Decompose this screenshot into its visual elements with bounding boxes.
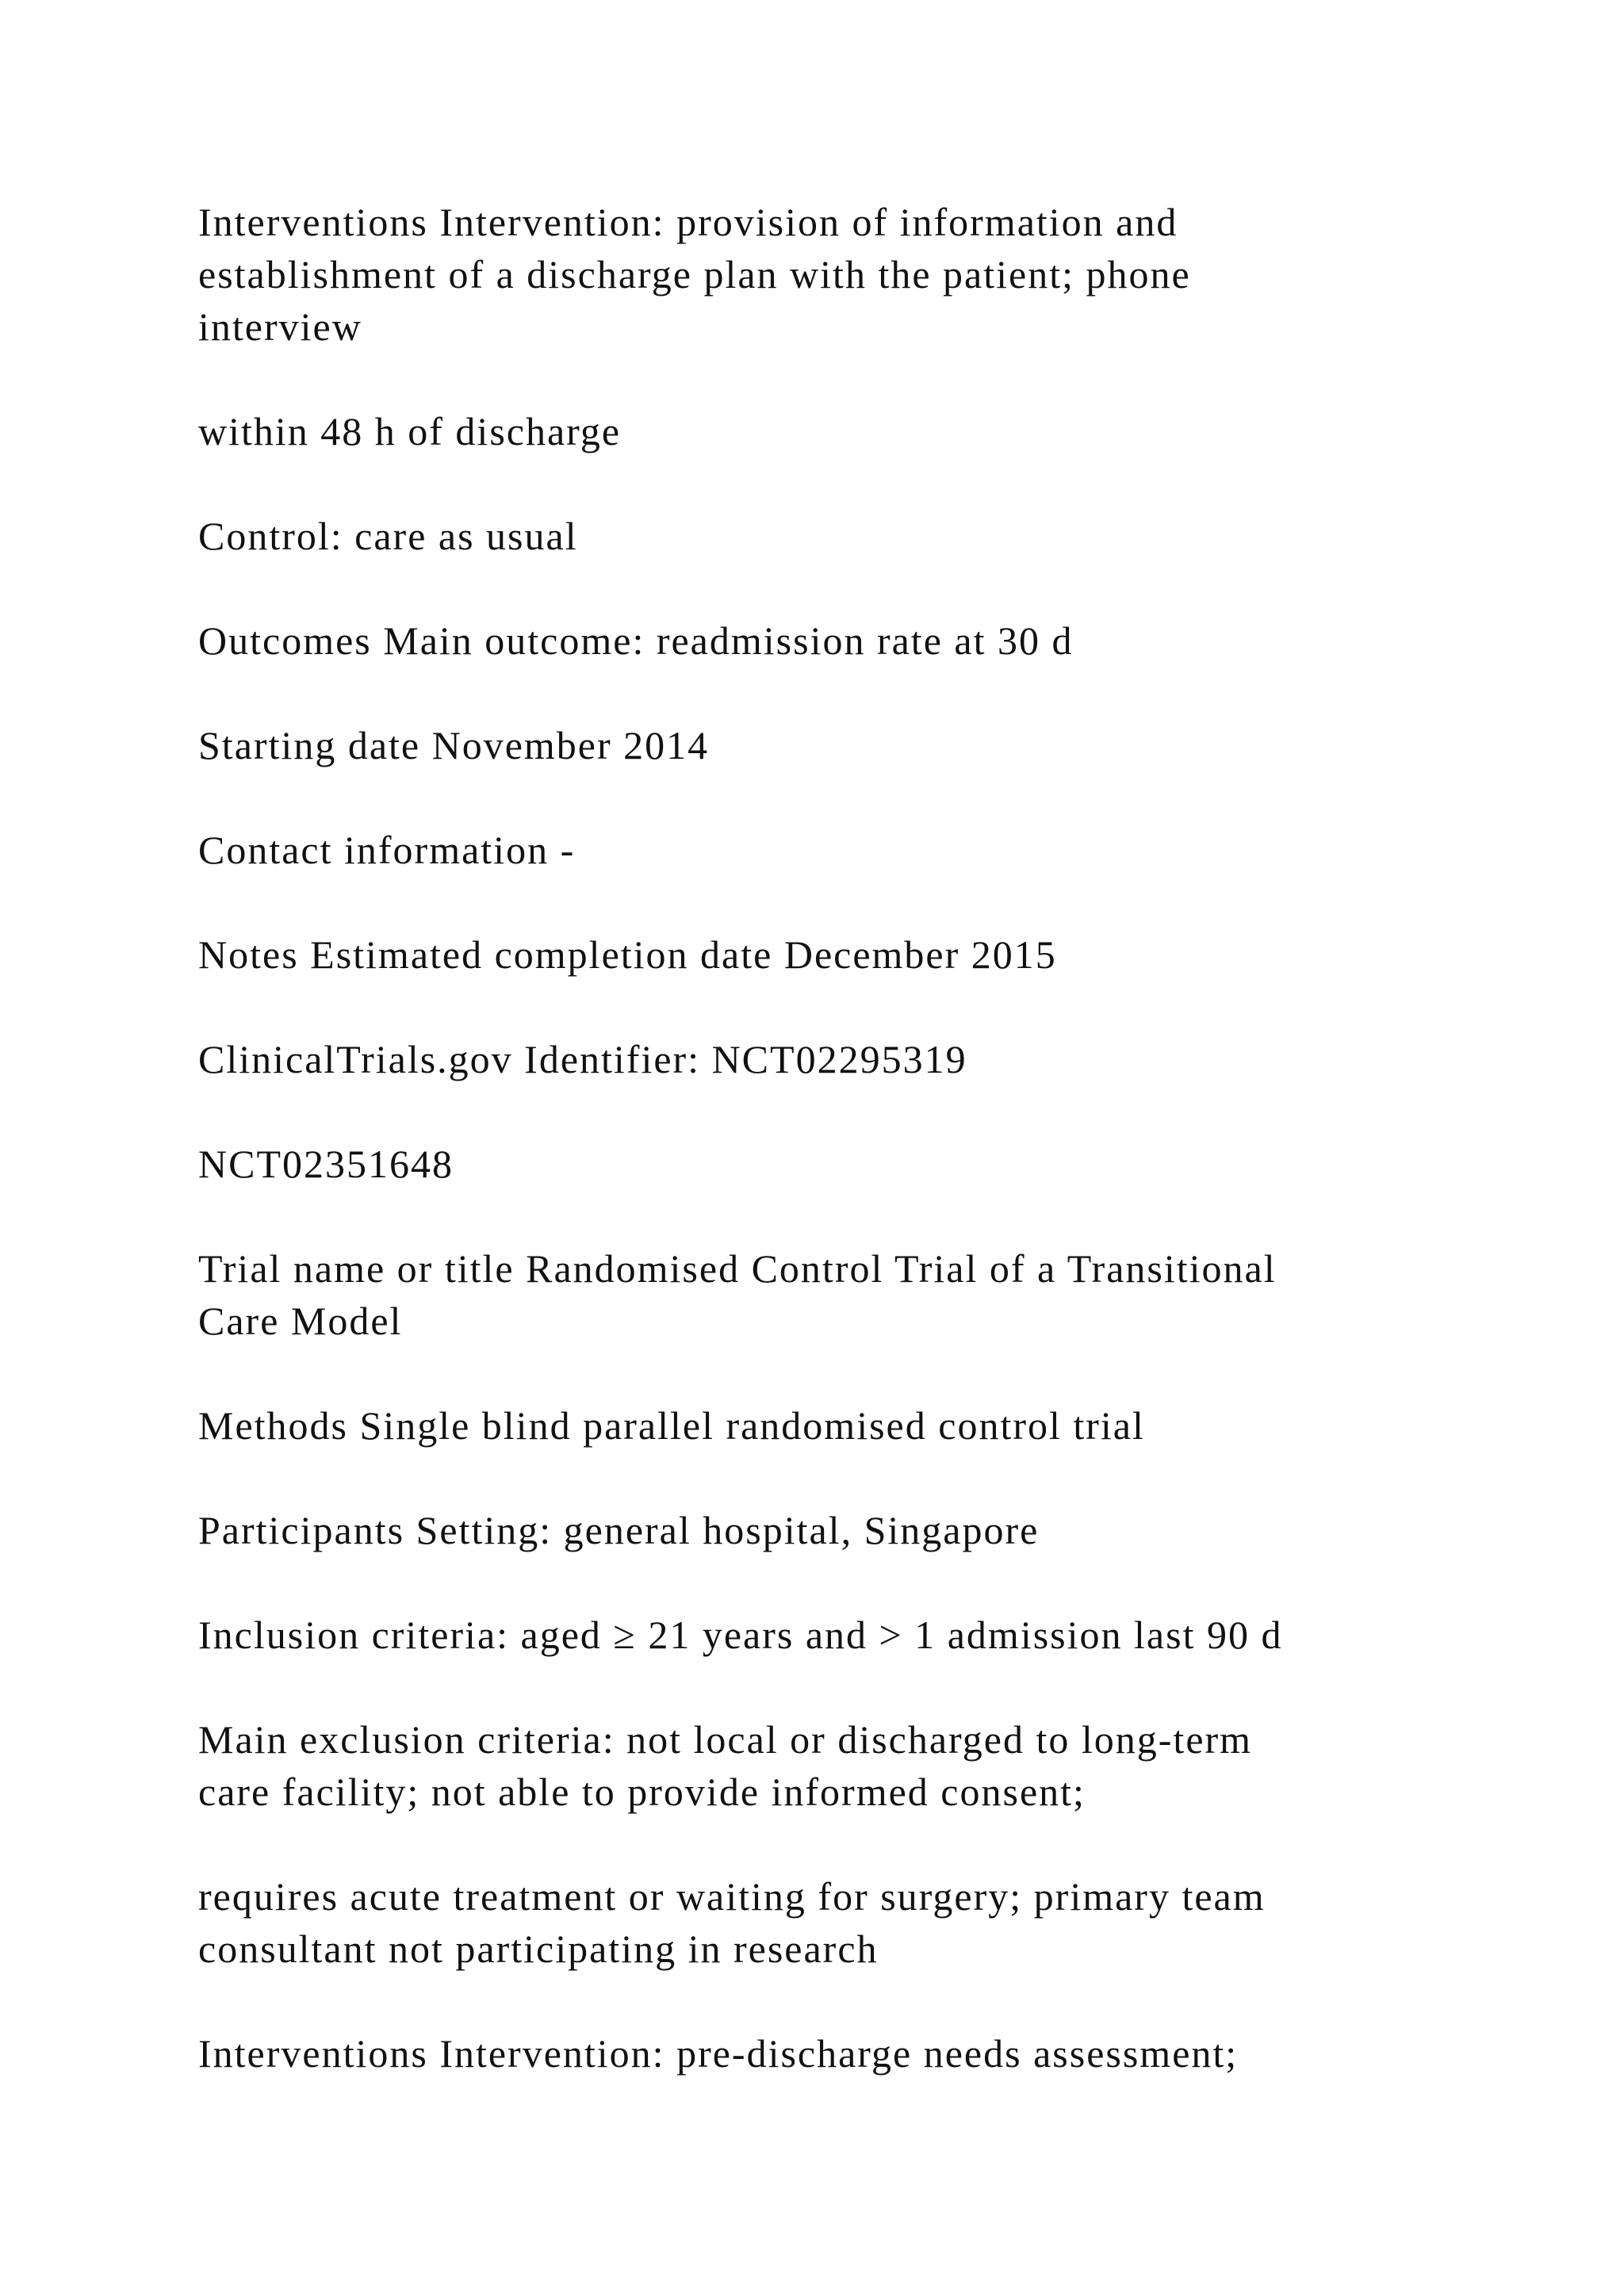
paragraph-interventions-needs-assessment — [198, 2027, 1435, 2080]
text-line: Contact information - — [198, 828, 576, 872]
text-line: within 48 h of discharge — [198, 409, 622, 453]
text-line: Participants Setting: general hospital, Singapore — [198, 1508, 1040, 1552]
text-line: Main exclusion criteria: not local or discharged to long-term — [198, 1717, 1253, 1762]
text-line: Interventions Intervention: provision of information and — [198, 200, 1178, 244]
paragraph-starting-date — [198, 719, 1435, 771]
text-line: Starting date November 2014 — [198, 723, 710, 767]
text-line: Control: care as usual — [198, 514, 578, 558]
paragraph-exclusion-criteria — [198, 1713, 1435, 1818]
paragraph-clinicaltrials-identifier — [198, 1033, 1435, 1085]
text-line: Interventions Intervention: pre-discharge needs assessment; — [198, 2031, 1239, 2076]
text-line: NCT02351648 — [198, 1142, 454, 1186]
paragraph-contact-information — [198, 824, 1435, 876]
paragraph-interventions-information — [198, 196, 1435, 353]
paragraph-trial-name — [198, 1242, 1435, 1347]
paragraph-participants — [198, 1504, 1435, 1556]
paragraph-notes — [198, 928, 1435, 981]
text-line: care facility; not able to provide informed consent; — [198, 1770, 1086, 1814]
paragraph-control — [198, 510, 1435, 562]
text-line: Care Model — [198, 1299, 403, 1343]
paragraph-within-48h — [198, 405, 1435, 457]
text-line: Notes Estimated completion date December 2015 — [198, 932, 1057, 977]
text-line: interview — [198, 304, 362, 349]
text-line: Outcomes Main outcome: readmission rate at 30 d — [198, 618, 1074, 663]
text-line: establishment of a discharge plan with the patient; phone — [198, 252, 1191, 297]
paragraph-inclusion-criteria — [198, 1609, 1435, 1661]
text-line: requires acute treatment or waiting for surgery; primary team — [198, 1874, 1266, 1919]
text-line: consultant not participating in research — [198, 1927, 879, 1971]
paragraph-methods — [198, 1399, 1435, 1452]
text-line: Methods Single blind parallel randomised control trial — [198, 1403, 1145, 1448]
paragraph-trial-id-heading — [198, 1138, 1435, 1190]
text-line: Inclusion criteria: aged ≥ 21 years and > 1 admission last 90 d — [198, 1613, 1283, 1657]
paragraph-exclusion-continued — [198, 1870, 1435, 1975]
paragraph-outcomes — [198, 614, 1435, 667]
text-line: Trial name or title Randomised Control Trial of a Transitional — [198, 1246, 1277, 1291]
text-line: ClinicalTrials.gov Identifier: NCT02295319 — [198, 1037, 967, 1081]
